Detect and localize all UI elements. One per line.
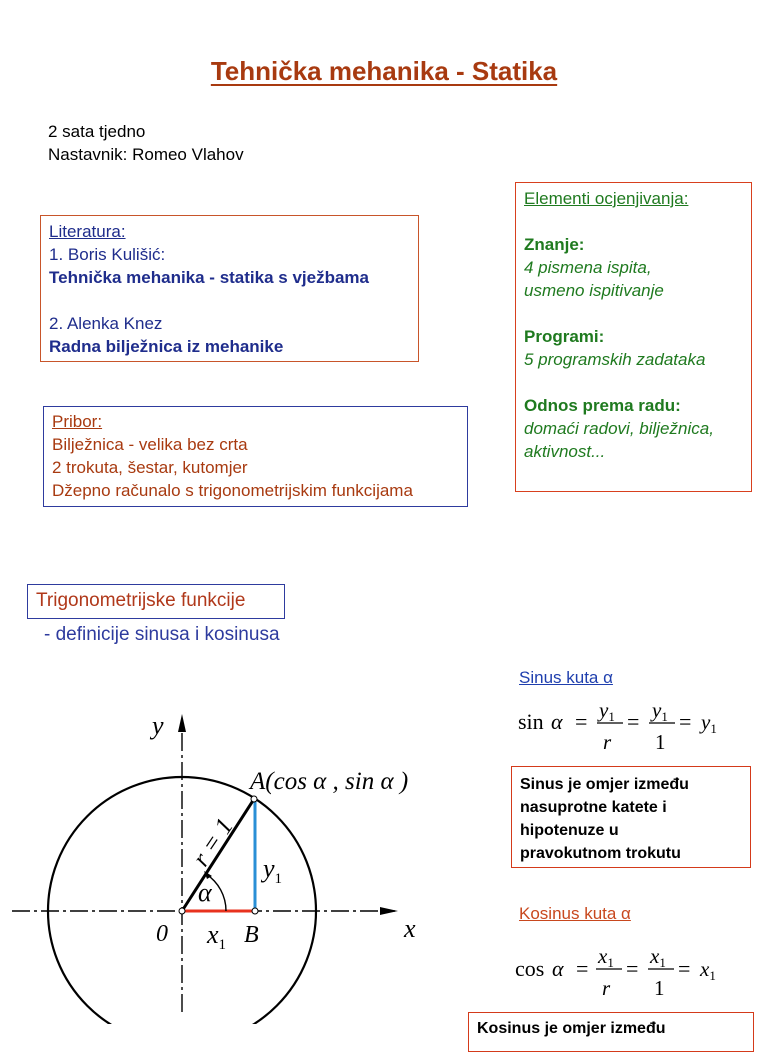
- formula-denominator: r: [603, 730, 612, 754]
- x-axis-label: x: [404, 914, 416, 943]
- unit-circle-diagram: [0, 700, 460, 1024]
- knowledge-line1: 4 pismena ispita,: [524, 258, 652, 277]
- attitude-line1: domaći radovi, bilježnica,: [524, 419, 714, 438]
- trig-heading: Trigonometrijske funkcije: [36, 590, 246, 611]
- hours-per-week: 2 sata tjedno: [48, 122, 146, 141]
- literature-item2-title: Radna bilježnica iz mehanike: [49, 337, 284, 356]
- programs-label: Programi:: [524, 327, 605, 346]
- cosine-formula: [512, 938, 734, 1002]
- formula-denominator: 1: [655, 730, 666, 754]
- formula-alpha: α: [551, 709, 563, 734]
- supplies-heading: Pribor:: [52, 412, 103, 431]
- sine-definition-line: pravokutnom trokutu: [520, 845, 681, 862]
- sine-definition-box: [511, 766, 751, 868]
- course-intro: [48, 120, 244, 166]
- attitude-line2: aktivnost...: [524, 442, 606, 461]
- literature-item1-title: Tehnička mehanika - statika s vježbama: [49, 268, 369, 287]
- literature-heading: Literatura:: [49, 222, 126, 241]
- attitude-label: Odnos prema radu:: [524, 396, 681, 415]
- grading-box: [515, 182, 752, 492]
- supplies-item: 2 trokuta, šestar, kutomjer: [52, 458, 248, 477]
- x-axis-arrow-icon: [380, 907, 398, 915]
- definitions-subtitle: - definicije sinusa i kosinusa: [44, 624, 280, 645]
- angle-label: α: [198, 878, 212, 907]
- cosine-definition-line: Kosinus je omjer između: [477, 1020, 666, 1037]
- formula-denominator: r: [602, 976, 611, 1000]
- sine-definition-line: hipotenuze u: [520, 822, 619, 839]
- formula-equals: =: [576, 956, 589, 981]
- formula-equals: =: [678, 956, 691, 981]
- origin-label: 0: [156, 921, 168, 947]
- page-title: Tehnička mehanika - Statika: [210, 56, 558, 86]
- formula-sin: sin: [518, 709, 544, 734]
- sine-heading: Sinus kuta α: [519, 668, 613, 687]
- supplies-item: Džepno računalo s trigonometrijskim funkcijama: [52, 481, 413, 500]
- y1-label: $y_1$: [263, 854, 283, 887]
- formula-numerator: y1: [599, 698, 615, 724]
- sine-definition-line: nasuprotne katete i: [520, 799, 667, 816]
- formula-numerator: y1: [652, 698, 668, 724]
- supplies-item: Bilježnica - velika bez crta: [52, 435, 248, 454]
- sine-formula: [515, 694, 735, 758]
- y-axis-label: y: [152, 711, 164, 740]
- formula-result: y1: [701, 710, 717, 736]
- formula-denominator: 1: [654, 976, 665, 1000]
- literature-item1-author: 1. Boris Kulišić:: [49, 245, 166, 264]
- radius-label: r = 1: [187, 813, 239, 872]
- x1-label: $x_1$: [207, 920, 227, 953]
- point-b-marker: [252, 908, 258, 914]
- formula-equals: =: [679, 709, 692, 734]
- formula-numerator: x1: [598, 944, 614, 970]
- cosine-definition-box: [468, 1012, 754, 1052]
- teacher-line: Nastavnik: Romeo Vlahov: [48, 145, 244, 164]
- grading-heading: Elementi ocjenjivanja:: [524, 189, 689, 208]
- knowledge-line2: usmeno ispitivanje: [524, 281, 664, 300]
- cosine-heading: Kosinus kuta α: [519, 904, 631, 923]
- formula-result: x1: [700, 957, 716, 983]
- sine-definition-line: Sinus je omjer između: [520, 776, 689, 793]
- literature-box: [40, 215, 419, 362]
- formula-cos: cos: [515, 956, 545, 981]
- formula-alpha: α: [552, 956, 564, 981]
- programs-line1: 5 programskih zadataka: [524, 350, 706, 369]
- y-axis-arrow-icon: [178, 714, 186, 732]
- trig-heading-box: [27, 584, 285, 619]
- page-title-container: [0, 56, 768, 87]
- point-b-label: B: [244, 922, 259, 948]
- point-a-marker: [251, 796, 257, 802]
- formula-equals: =: [575, 709, 588, 734]
- formula-equals: =: [626, 956, 639, 981]
- literature-item2-author: 2. Alenka Knez: [49, 314, 163, 333]
- point-a-label: A(cos α , sin α ): [250, 768, 409, 795]
- supplies-box: [43, 406, 468, 507]
- origin-point: [179, 908, 185, 914]
- formula-numerator: x1: [650, 944, 666, 970]
- formula-equals: =: [627, 709, 640, 734]
- knowledge-label: Znanje:: [524, 235, 585, 254]
